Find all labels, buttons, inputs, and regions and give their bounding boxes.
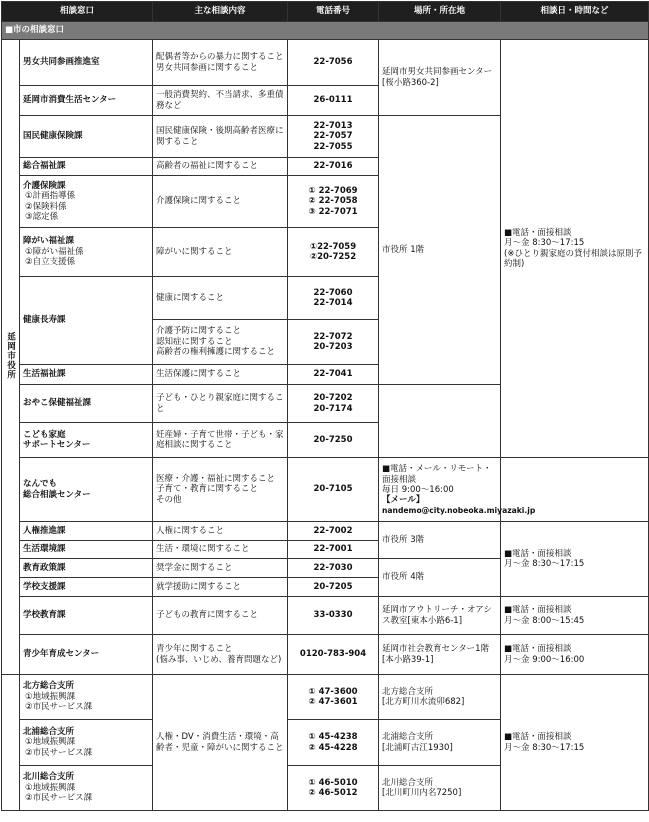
- place-cell: 北浦総合支所 [北浦町古江1930]: [379, 720, 501, 766]
- phone-cell: 26-0111: [288, 86, 379, 116]
- phone-cell: 22-7041: [288, 365, 379, 385]
- content-cell: 子どもの教育に関すること: [153, 597, 288, 635]
- place-cell: 市役所 3階: [379, 522, 501, 559]
- window-title: 総合福祉課: [23, 161, 66, 172]
- window-title: こども家庭 サポートセンター: [23, 429, 91, 450]
- phone-cell: 22-7002: [288, 522, 379, 541]
- phone-cell: 33-0330: [288, 597, 379, 635]
- section-label: ■市の相談窓口: [2, 22, 649, 40]
- phone-cell: ① 22-7069 ② 22-7058 ③ 22-7071: [288, 176, 379, 228]
- table-row: [2, 522, 649, 541]
- window-title: 学校支援課: [23, 581, 66, 592]
- window-name: [20, 720, 153, 766]
- table-row: [2, 635, 649, 675]
- content-cell: 高齢者の福祉に関すること: [153, 158, 288, 176]
- hours-cell: ■電話・メール・リモート・面接相談 毎日 9:00～16:00 【メール】 nandemo@city.nobeoka.miyazaki.jp: [379, 458, 501, 522]
- content-cell: 青少年に関すること (悩み事、いじめ、養育問題など): [153, 635, 288, 675]
- place-cell: 延岡市アウトリーチ・オアシス教室[東本小路6-1]: [379, 597, 501, 635]
- window-title: なんでも 総合相談センター: [23, 479, 91, 500]
- window-name: [20, 635, 153, 675]
- phone-cell: 20-7202 20-7174: [288, 385, 379, 423]
- window-name: [20, 228, 153, 277]
- content-cell: 生活・環境に関すること: [153, 541, 288, 559]
- place-cell: 延岡市社会教育センター1階[本小路39-1]: [379, 635, 501, 675]
- window-name: [20, 458, 153, 522]
- content-cell: 生活保護に関すること: [153, 365, 288, 385]
- window-subsections: ①計画指導係 ②保険料係 ③認定係: [25, 191, 76, 222]
- hours-cell: ■電話・面接相談 月～金 8:30～17:15 (※ひとり親家庭の貸付相談は原則予約制): [501, 40, 649, 458]
- window-title: 健康長寿課: [23, 315, 66, 326]
- content-cell: 人権に関すること: [153, 522, 288, 541]
- window-name: [20, 541, 153, 559]
- hours-cell: ■電話・面接相談 月～金 8:30～17:15: [501, 675, 649, 811]
- content-cell: 障がいに関すること: [153, 228, 288, 277]
- content-cell: 国民健康保険・後期高齢者医療に関すること: [153, 116, 288, 158]
- place-cell: 北川総合支所 [北川町川内名7250]: [379, 766, 501, 811]
- content-cell: 人権・DV・消費生活・環境・高齢者・児童・障がいに関すること: [153, 675, 288, 811]
- content-cell: 奨学金に関すること: [153, 559, 288, 578]
- window-title: 延岡市消費生活センター: [23, 95, 117, 106]
- window-title: おやこ保健福祉課: [23, 398, 92, 409]
- table-row: [2, 40, 649, 86]
- table-row: [2, 597, 649, 635]
- phone-cell: 22-7013 22-7057 22-7055: [288, 116, 379, 158]
- window-title: 男女共同参画推進室: [23, 57, 100, 68]
- phone-cell: ① 46-5010 ② 46-5012: [288, 766, 379, 811]
- hours-cell: ■電話・面接相談 月～金 9:00～16:00: [501, 635, 649, 675]
- content-cell: 妊産婦・子育て世帯・子ども・家庭相談に関すること: [153, 423, 288, 458]
- phone-cell: 22-7056: [288, 40, 379, 86]
- window-name: [20, 116, 153, 158]
- phone-cell: 0120-783-904: [288, 635, 379, 675]
- place-cell: 延岡市男女共同参画センター[桜小路360-2]: [379, 40, 501, 116]
- header-window: 相談窓口: [2, 2, 153, 22]
- phone-cell: 22-7060 22-7014: [288, 277, 379, 320]
- phone-cell: 20-7105: [288, 458, 379, 522]
- table-row: [2, 458, 649, 522]
- window-name: [20, 766, 153, 811]
- window-name: [20, 578, 153, 597]
- branch-side-blank: [2, 675, 20, 811]
- window-name: [20, 176, 153, 228]
- phone-cell: 20-7205: [288, 578, 379, 597]
- window-name: [20, 597, 153, 635]
- header-place: 場所・所在地: [379, 2, 501, 22]
- phone-cell: 22-7030: [288, 559, 379, 578]
- window-name: [20, 158, 153, 176]
- window-name: [20, 675, 153, 720]
- header-row: [2, 2, 649, 22]
- hours-cell: ■電話・面接相談 月～金 8:30～17:15: [501, 522, 649, 597]
- phone-cell: 22-7016: [288, 158, 379, 176]
- window-title: 生活環境課: [23, 544, 66, 555]
- place-cell: 市役所 1階: [379, 116, 501, 385]
- phone-cell: ① 47-3600 ② 47-3601: [288, 675, 379, 720]
- window-name: [20, 522, 153, 541]
- window-name: [20, 559, 153, 578]
- window-title: 生活福祉課: [23, 369, 66, 380]
- window-title: 人権推進課: [23, 525, 66, 536]
- content-cell: 医療・介護・福祉に関すること 子育て・教育に関すること その他: [153, 458, 288, 522]
- content-cell: 介護保険に関すること: [153, 176, 288, 228]
- window-name: [20, 385, 153, 423]
- phone-cell: ① 45-4238 ② 45-4228: [288, 720, 379, 766]
- consultation-table: [1, 1, 649, 811]
- hours-cell: ■電話・面接相談 月～金 8:00～15:45: [501, 597, 649, 635]
- content-cell: 配偶者等からの暴力に関すること 男女共同参画に関すること: [153, 40, 288, 86]
- window-title: 北浦総合支所: [23, 726, 75, 737]
- window-subsections: ①地域振興課 ②市民サービス課: [25, 782, 93, 804]
- content-cell: 健康に関すること: [153, 277, 288, 320]
- header-hours: 相談日・時間など: [501, 2, 649, 22]
- window-name: [20, 277, 153, 365]
- window-name: [20, 423, 153, 458]
- window-subsections: ①地域振興課 ②市民サービス課: [25, 737, 93, 758]
- content-cell: 就学援助に関すること: [153, 578, 288, 597]
- header-content: 主な相談内容: [153, 2, 288, 22]
- header-phone: 電話番号: [288, 2, 379, 22]
- window-title: 介護保険課: [23, 180, 66, 191]
- place-cell: 市役所 4階: [379, 559, 501, 597]
- window-name: [20, 86, 153, 116]
- window-title: 障がい福祉課: [23, 236, 75, 247]
- content-cell: 一般消費契約、不当請求、多重債務など: [153, 86, 288, 116]
- place-cell: 北方総合支所 [北方町川水流卯682]: [379, 675, 501, 720]
- window-subsections: ①地域振興課 ②市民サービス課: [25, 691, 93, 713]
- window-title: 北方総合支所: [23, 681, 75, 692]
- content-cell: 介護予防に関すること 認知症に関すること 高齢者の権利擁護に関すること: [153, 320, 288, 365]
- email-link[interactable]: nandemo@city.nobeoka.miyazaki.jp: [382, 505, 536, 515]
- window-name: [20, 365, 153, 385]
- phone-cell: ①22-7059 ②20-7252: [288, 228, 379, 277]
- phone-cell: 20-7250: [288, 423, 379, 458]
- content-cell: 子ども・ひとり親家庭に関すること: [153, 385, 288, 423]
- window-title: 国民健康保険課: [23, 131, 83, 142]
- section-row: [2, 22, 649, 40]
- phone-cell: 22-7001: [288, 541, 379, 559]
- window-title: 学校教育課: [23, 610, 66, 621]
- city-hall-side-label: 延岡市役所: [2, 40, 20, 675]
- window-title: 教育政策課: [23, 562, 66, 573]
- table-row: [2, 675, 649, 720]
- window-title: 北川総合支所: [23, 772, 75, 783]
- phone-cell: 22-7072 20-7203: [288, 320, 379, 365]
- window-name: [20, 40, 153, 86]
- window-title: 青少年育成センター: [23, 649, 100, 660]
- window-subsections: ①障がい福祉係 ②自立支援係: [25, 246, 84, 268]
